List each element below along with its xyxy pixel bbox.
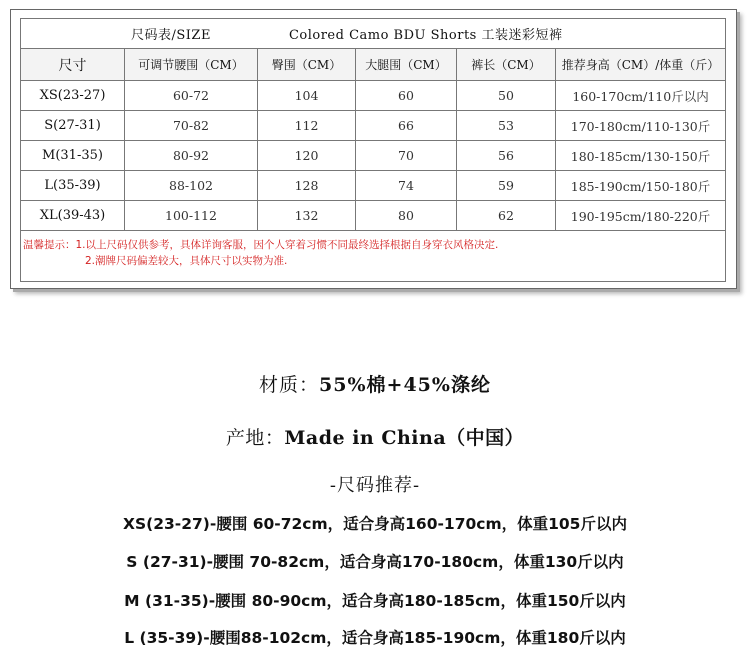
table-row xyxy=(21,81,726,111)
cell-recommend: 190-195cm/180-220斤 xyxy=(556,201,726,231)
cell-waist: 70-82 xyxy=(125,111,258,141)
table-row xyxy=(21,141,726,171)
table-title-row xyxy=(21,19,726,49)
header-hip: 臀围（CM） xyxy=(258,49,356,81)
cell-hip: 132 xyxy=(258,201,356,231)
table-row xyxy=(21,201,726,231)
cell-length: 50 xyxy=(457,81,556,111)
cell-thigh: 80 xyxy=(356,201,457,231)
table-title-right: Colored Camo BDU Shorts 工装迷彩短裤 xyxy=(288,28,563,43)
cell-size: XL(39-43) xyxy=(21,201,125,231)
cell-thigh: 60 xyxy=(356,81,457,111)
table-notes-row xyxy=(21,231,726,282)
cell-thigh: 74 xyxy=(356,171,457,201)
table-row xyxy=(21,111,726,141)
origin-value: Made in China（中国） xyxy=(284,427,525,449)
table-title xyxy=(21,19,726,49)
origin-line xyxy=(0,423,750,450)
table-header-row xyxy=(21,49,726,81)
note-line-1: 温馨提示：1.以上尺码仅供参考，具体详询客服，因个人穿着习惯不同最终选择根据自身穿衣风格决定. xyxy=(23,239,499,251)
cell-recommend: 170-180cm/110-130斤 xyxy=(556,111,726,141)
size-chart-table xyxy=(20,18,726,282)
recommend-line-l: L (35-39)-腰围88-102cm，适合身高185-190cm，体重180斤以内 xyxy=(124,629,626,647)
header-recommend: 推荐身高（CM）/体重（斤） xyxy=(556,49,726,81)
material-line xyxy=(0,370,750,397)
header-size: 尺寸 xyxy=(21,49,125,81)
cell-size: S(27-31) xyxy=(21,111,125,141)
cell-waist: 80-92 xyxy=(125,141,258,171)
origin-label: 产地： xyxy=(225,427,285,449)
cell-hip: 128 xyxy=(258,171,356,201)
table-row xyxy=(21,171,726,201)
size-chart-frame xyxy=(10,9,737,289)
cell-waist: 60-72 xyxy=(125,81,258,111)
recommend-line-xs: XS(23-27)-腰围 60-72cm，适合身高160-170cm，体重105斤以内 xyxy=(123,515,627,533)
cell-waist: 88-102 xyxy=(125,171,258,201)
cell-hip: 120 xyxy=(258,141,356,171)
cell-size: M(31-35) xyxy=(21,141,125,171)
cell-recommend: 160-170cm/110斤以内 xyxy=(556,81,726,111)
material-label: 材质： xyxy=(259,374,320,396)
recommend-line-s: S (27-31)-腰围 70-82cm，适合身高170-180cm，体重130斤以内 xyxy=(126,553,624,571)
cell-size: XS(23-27) xyxy=(21,81,125,111)
cell-size: L(35-39) xyxy=(21,171,125,201)
cell-waist: 100-112 xyxy=(125,201,258,231)
cell-hip: 104 xyxy=(258,81,356,111)
table-title-left: 尺码表/SIZE xyxy=(131,28,211,43)
recommend-title: -尺码推荐- xyxy=(329,475,421,496)
header-waist: 可调节腰围（CM） xyxy=(125,49,258,81)
recommend-line-m: M (31-35)-腰围 80-90cm，适合身高180-185cm，体重150斤以内 xyxy=(124,592,626,610)
cell-length: 56 xyxy=(457,141,556,171)
material-value: 55%棉+45%涤纶 xyxy=(319,374,491,396)
cell-thigh: 70 xyxy=(356,141,457,171)
cell-length: 59 xyxy=(457,171,556,201)
cell-length: 53 xyxy=(457,111,556,141)
notes-cell xyxy=(21,231,726,282)
note-line-2: 2.潮牌尺码偏差较大，具体尺寸以实物为准. xyxy=(85,255,288,267)
header-thigh: 大腿围（CM） xyxy=(356,49,457,81)
cell-length: 62 xyxy=(457,201,556,231)
cell-recommend: 180-185cm/130-150斤 xyxy=(556,141,726,171)
header-length: 裤长（CM） xyxy=(457,49,556,81)
cell-recommend: 185-190cm/150-180斤 xyxy=(556,171,726,201)
cell-thigh: 66 xyxy=(356,111,457,141)
cell-hip: 112 xyxy=(258,111,356,141)
